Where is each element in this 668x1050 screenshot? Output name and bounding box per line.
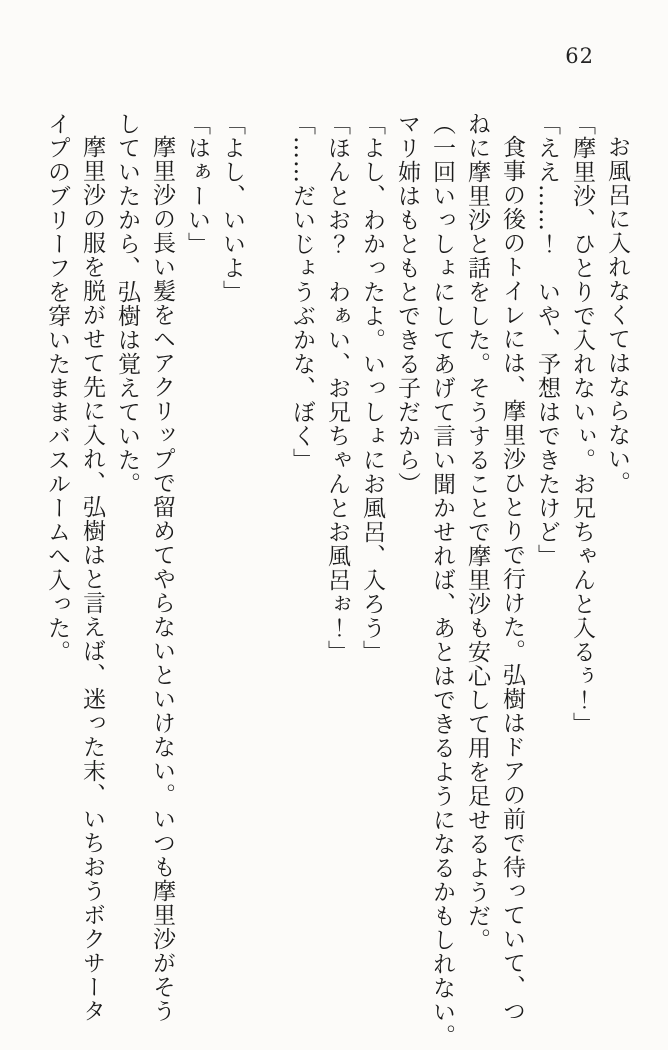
text-line: していたから、弘樹は覚えていた。 (114, 112, 140, 496)
text-line-blank (249, 112, 284, 1042)
text-line: 「よし、わかったよ。いっしょにお風呂、入ろう」 (359, 112, 385, 664)
text-line: 「摩里沙、ひとりで入れないぃ。お兄ちゃんと入るぅ！」 (569, 112, 595, 736)
text-line: マリ姉はもともとできる子だから） (394, 112, 420, 496)
text-line: 摩里沙の服を脱がせて先に入れ、弘樹はと言えば、迷った末、いちおうボクサータ (79, 135, 105, 1023)
text-line: お風呂に入れなくてはならない。 (604, 135, 630, 495)
text-line: 「はぁーい」 (184, 112, 210, 256)
text-line: 「……だいじょうぶかな、ぼく」 (289, 112, 315, 472)
page-number: 62 (565, 44, 594, 68)
text-line: イプのブリーフを穿いたままバスルームへ入った。 (44, 112, 70, 664)
text-line: 食事の後のトイレには、摩里沙ひとりで行けた。弘樹はドアの前で待っていて、つ (499, 135, 525, 1023)
text-line: 「ほんとお？ わぁい、お兄ちゃんとお風呂ぉ！」 (324, 112, 350, 664)
text-line: （一回いっしょにしてあげて言い聞かせれば、あとはできるようになるかもしれない。 (429, 112, 455, 1048)
text-block (39, 112, 634, 1048)
text-line: 摩里沙の長い髪をヘアクリップで留めてやらないといけない。いつも摩里沙がそう (149, 135, 175, 1023)
text-line: 「よし、いいよ」 (219, 112, 245, 304)
text-line: 「ええ……！ いや、予想はできたけど」 (534, 112, 560, 568)
text-line: ねに摩里沙と話をした。そうすることで摩里沙も安心して用を足せるようだ。 (464, 112, 490, 952)
